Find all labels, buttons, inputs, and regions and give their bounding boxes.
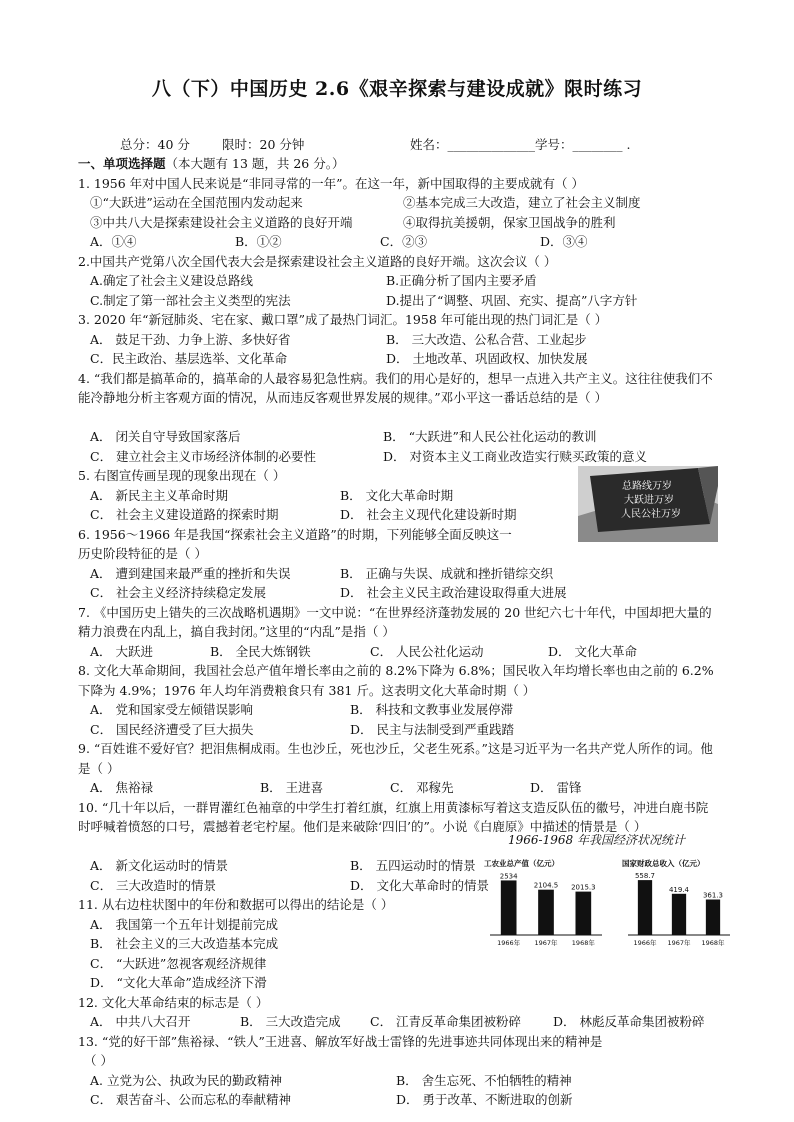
questions-body [78,154,718,1110]
q13-options-row2 [78,1090,718,1110]
industrial-output-chart [480,855,608,957]
q8-option-a[interactable]: A． 党和国家受左倾错误影响 [90,702,254,717]
propaganda-poster-image [578,466,718,542]
q3-options-row1 [78,330,718,350]
section-title: 一、单项选择题 [78,156,166,171]
poster-slogan-1: 总路线万岁 [622,481,672,492]
q6-stem-line2: 历史阶段特征的是（ ） [78,546,207,561]
q13-stem-line2: （ ） [84,1053,113,1068]
q8-stem: 8. 文化大革命期间，我国社会总产值年增长率由之前的 8.2%下降为 6.8%；国民收入年均增长率也由之前的 6.2%下降为 4.9%；1976 年人均年消费粮食只有 381 斤。这表明文化大革命时期（ ） [78,663,714,698]
chart-1-bar-1 [672,894,686,935]
q6-options-row2 [78,583,718,603]
chart-1-bar-2 [706,900,720,935]
q1-statement-4: ④取得抗美援朝，保家卫国战争的胜利 [403,214,616,230]
q7-option-b[interactable]: B． 全民大炼钢铁 [210,643,311,659]
q3-options-row2 [78,349,718,369]
q4-stem: 4. “我们都是搞革命的，搞革命的人最容易犯急性病。我们的用心是好的，想早一点进入共产主义。这往往使我们不能冷静地分析主客观方面的情况，从而违反客观世界发展的规律。”邓小平这一番话总结的是（ ） [78,370,713,405]
chart-0-value-label-0: 2534 [499,872,518,881]
q5-option-b[interactable]: B． 文化大革命时期 [340,487,454,503]
q4-options-row2 [78,447,718,467]
q8-option-d[interactable]: D． 民主与法制受到严重践踏 [350,721,514,737]
q11-option-c[interactable]: C． “大跃进”忽视客观经济规律 [90,955,267,971]
q10-option-c[interactable]: C． 三大改造时的情景 [90,877,217,893]
chart-1-category-label-0: 1966年 [633,939,657,947]
chart-1-bar-0 [638,880,652,935]
section-note: （本大题有 13 题，共 26 分。） [165,156,345,171]
q4-options-row1 [78,427,718,447]
q2-option-b[interactable]: B.正确分析了国内主要矛盾 [386,273,537,288]
q1-statement-3: ③中共八大是探索建设社会主义道路的良好开端 [90,214,353,230]
chart-0-category-label-1: 1967年 [534,939,558,947]
chart-1-category-label-2: 1968年 [701,939,725,947]
chart-1-value-label-0: 558.7 [634,872,656,881]
q5-option-d[interactable]: D． 社会主义现代化建设新时期 [340,507,517,522]
q13-option-b[interactable]: B． 舍生忘死、不怕牺牲的精神 [396,1072,572,1088]
q9-options [78,778,718,798]
chart-0-bar-2 [575,892,591,935]
q5-option-c[interactable]: C． 社会主义建设道路的探索时期 [90,507,279,522]
chart-0-category-label-2: 1968年 [571,939,595,947]
page-title: 八（下）中国历史 2.6《艰辛探索与建设成就》限时练习 [151,78,643,100]
q1-option-d[interactable]: D．③④ [540,234,588,249]
q7-option-a[interactable]: A． 大跃进 [90,643,154,659]
chart-1-value-label-2: 361.3 [702,891,724,900]
q9-option-c[interactable]: C． 邓稼先 [390,780,454,795]
q9-option-d[interactable]: D． 雷锋 [530,780,582,795]
chart-0-title: 工农业总产值（亿元） [484,859,559,868]
chart-1-value-label-1: 419.4 [668,885,690,894]
q7-option-d[interactable]: D． 文化大革命 [548,643,637,659]
q7-options [78,642,718,662]
chart-figure-title: 1966-1968 年我国经济状况统计 [508,833,685,847]
q6-option-c[interactable]: C． 社会主义经济持续稳定发展 [90,585,267,600]
q2-options-row2 [78,291,718,311]
q13-option-d[interactable]: D． 勇于改革、不断进取的创新 [396,1092,573,1107]
q4-option-a[interactable]: A． 闭关自守导致国家落后 [90,429,241,444]
q11-stem: 11. 从右边柱状图中的年份和数据可以得出的结论是（ ） [78,897,394,912]
q13-option-a[interactable]: A. 立党为公、执政为民的勤政精神 [90,1072,282,1088]
q4-option-c[interactable]: C． 建立社会主义市场经济体制的必要性 [90,448,317,464]
fiscal-revenue-chart [618,855,736,957]
q1-statements-row2 [78,213,718,233]
q13-stem-line1: 13. “党的好干部”焦裕禄、“铁人”王进喜、解放军好战士雷锋的先进事迹共同体现出来的精神是 [78,1033,603,1049]
q9-stem: 9. “百姓谁不爱好官？把泪焦桐成雨。生也沙丘，死也沙丘，父老生死系。”这是习近平为一名共产党人所作的词。他是（ ） [78,741,713,776]
q5-stem: 5. 右图宣传画呈现的现象出现在（ ） [78,468,286,483]
poster-slogan-2: 大跃进万岁 [624,495,674,506]
total-score: 总分：40 分 [120,137,190,152]
chart-0-bar-1 [538,890,554,935]
q8-option-c[interactable]: C． 国民经济遭受了巨大损失 [90,721,254,737]
q3-option-d[interactable]: D． 土地改革、巩固政权、加快发展 [386,351,588,366]
q2-stem: 2.中国共产党第八次全国代表大会是探索建设社会主义道路的良好开端。这次会议（ ） [78,253,557,269]
q6-option-b[interactable]: B． 正确与失误、成就和挫折错综交织 [340,565,554,581]
q6-option-a[interactable]: A． 遭到建国来最严重的挫折和失误 [90,565,291,581]
q12-option-c[interactable]: C． 江青反革命集团被粉碎 [370,1014,522,1029]
q1-option-c[interactable]: C．②③ [380,234,428,249]
q3-option-c[interactable]: C．民主政治、基层选举、文化革命 [90,351,288,366]
poster-slogan-3: 人民公社万岁 [621,509,681,520]
q10-stem: 10. “几十年以后，一群胃灌红色袖章的中学生打着红旗，红旗上用黄漆标写着这支造反队伍的徽号，冲进白鹿书院时呼喊着愤怒的口号，震撼着老宅柠屋。他们是来破除‘四旧’的”。小说《白鹿原》中描述的情景是（ ） [78,799,709,834]
name-id-field[interactable]: 姓名：______________学号：________ . [410,137,631,152]
q13-option-c[interactable]: C． 艰苦奋斗、公而忘私的奉献精神 [90,1092,292,1107]
q2-options-row1 [78,271,718,291]
q7-stem: 7. 《中国历史上错失的三次战略机遇期》一文中说：“在世界经济蓬勃发展的 20 世纪六七十年代，中国却把大量的精力浪费在内乱上，搞自我封闭。”这里的“内乱”是指（ ） [78,604,712,639]
q10-option-a[interactable]: A． 新文化运动时的情景 [90,858,229,873]
q3-option-a[interactable]: A． 鼓足干劲、力争上游、多快好省 [90,331,291,347]
q10-option-b[interactable]: B． 五四运动时的情景 [350,858,476,873]
q4-option-b[interactable]: B． “大跃进”和人民公社化运动的教训 [383,429,597,444]
q12-option-b[interactable]: B． 三大改造完成 [240,1014,341,1029]
chart-0-category-label-0: 1966年 [497,939,521,947]
q1-options [78,232,718,252]
chart-0-value-label-1: 2104.5 [533,881,559,890]
q3-stem: 3. 2020 年“新冠肺炎、宅在家、戴口罩”成了最热门词汇。1958 年可能出现的热门词汇是（ ） [78,312,608,327]
q2-option-a[interactable]: A.确定了社会主义建设总路线 [90,273,254,288]
q1-stem: 1. 1956 年对中国人民来说是“非同寻常的一年”。在这一年，新中国取得的主要成就有（ ） [78,175,584,191]
time-limit: 限时：20 分钟 [222,137,305,152]
q12-option-a[interactable]: A． 中共八大召开 [90,1014,191,1029]
q1-statement-1: ①“大跃进”运动在全国范围内发动起来 [90,195,303,210]
q2-option-c[interactable]: C.制定了第一部社会主义类型的宪法 [90,292,291,308]
q9-option-a[interactable]: A． 焦裕禄 [90,780,154,795]
q1-statements-row1 [78,193,718,213]
q7-option-c[interactable]: C． 人民公社化运动 [370,643,484,659]
q13-options-row1 [78,1071,718,1091]
q8-options-row2 [78,720,718,740]
q3-option-b[interactable]: B． 三大改造、公私合营、工业起步 [386,331,587,347]
q11-option-a[interactable]: A． 我国第一个五年计划提前完成 [90,916,279,932]
q11-option-d[interactable]: D． “文化大革命”造成经济下滑 [90,975,267,990]
q6-options-row1 [78,564,718,584]
q1-option-b[interactable]: B．①② [235,234,282,249]
q5-option-a[interactable]: A． 新民主主义革命时期 [90,487,229,503]
q12-option-d[interactable]: D． 林彪反革命集团被粉碎 [553,1014,705,1029]
q12-stem: 12. 文化大革命结束的标志是（ ） [78,994,269,1010]
section-heading [78,154,718,174]
chart-1-title: 国家财政总收入（亿元） [622,859,705,868]
q9-option-b[interactable]: B． 王进喜 [260,780,324,795]
q2-option-d[interactable]: D.提出了“调整、巩固、充实、提高”八字方针 [386,292,638,308]
chart-1-category-label-1: 1967年 [667,939,691,947]
q8-options-row1 [78,700,718,720]
q6-option-d[interactable]: D． 社会主义民主政治建设取得重大进展 [340,585,567,600]
q10-option-d[interactable]: D． 文化大革命时的情景 [350,877,489,893]
q1-statement-2: ②基本完成三大改造，建立了社会主义制度 [403,195,641,210]
q12-options [78,1012,718,1032]
q1-option-a[interactable]: A．①④ [90,234,137,249]
q6-stem-line1: 6. 1956～1966 年是我国“探索社会主义道路”的时期，下列能够全面反映这一 [78,526,512,542]
q4-option-d[interactable]: D． 对资本主义工商业改造实行赎买政策的意义 [383,448,647,464]
chart-0-bar-0 [501,880,517,935]
q8-option-b[interactable]: B． 科技和文教事业发展停滞 [350,702,514,717]
chart-0-value-label-2: 2015.3 [571,883,596,892]
q11-option-b[interactable]: B． 社会主义的三大改造基本完成 [90,936,279,951]
